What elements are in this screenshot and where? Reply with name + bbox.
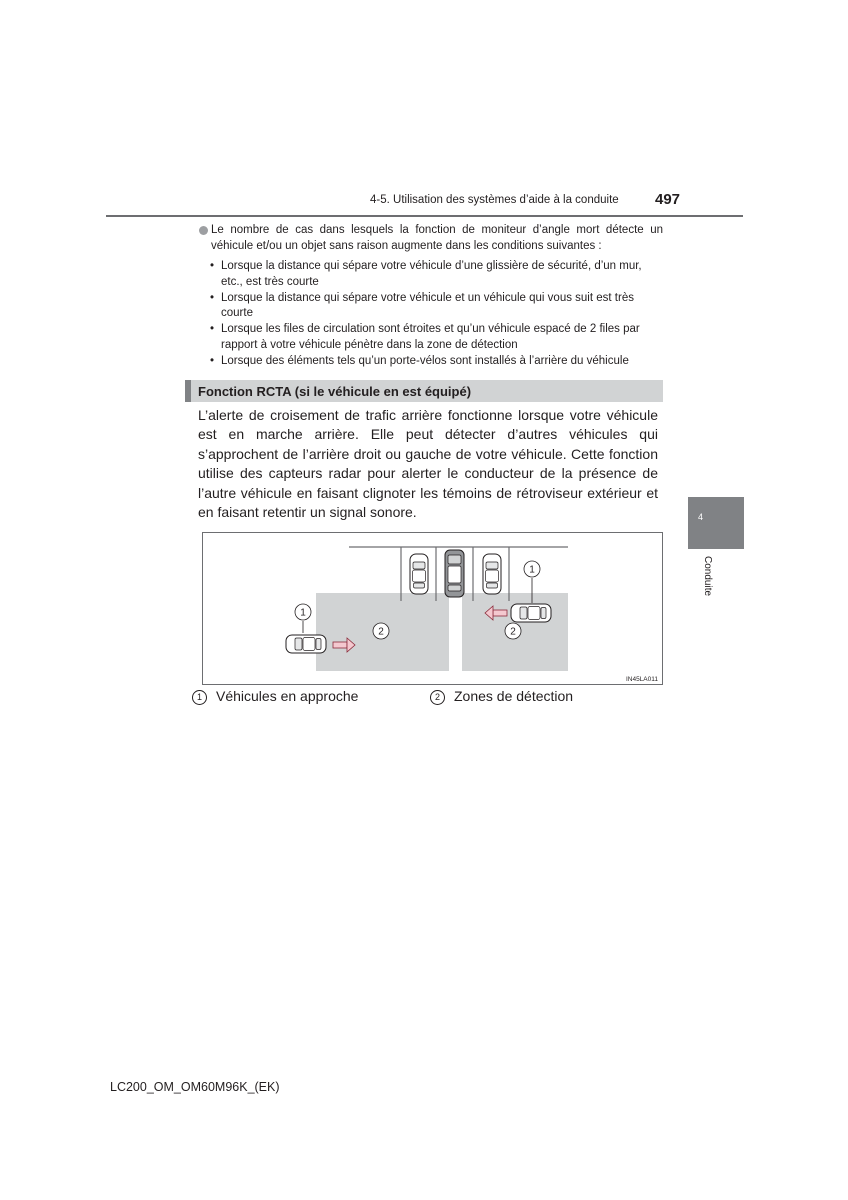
rcta-illustration (202, 532, 663, 685)
chapter-tab (688, 497, 744, 549)
list-item-text: Lorsque des éléments tels qu’un porte-vélos sont installés à l’arrière du véhicule (221, 354, 629, 367)
section-title: Fonction RCTA (si le véhicule en est équipé) (198, 384, 472, 399)
bullet-mark: • (210, 323, 215, 335)
bullet-mark: • (210, 260, 215, 272)
approaching-car-left (286, 635, 326, 653)
list-item (210, 291, 663, 322)
list-item (210, 322, 663, 353)
svg-text:2: 2 (378, 626, 384, 638)
section-body: L’alerte de croisement de trafic arrière fonctionne lorsque votre véhicule est en marche arrière. Elle peut détecter d’autres véhicules qui s’approchent de l’arrière droit ou gauche de votre véhicule. Cette fonction utilise des capteurs radar pour alerter le conducteur de la présence de l’autre véhicule en faisant clignoter les témoins de rétroviseur extérieur et en faisant retentir un signal sonore. (198, 407, 658, 521)
caption-text: Véhicules en approche (216, 688, 359, 704)
parked-car (410, 554, 428, 594)
conditions-intro-text: Le nombre de cas dans lesquels la fonction de moniteur d’angle mort détecte un véhicule et/ou un objet sans raison augmente dans les conditions suivantes : (211, 224, 663, 252)
section-header: 4-5. Utilisation des systèmes d’aide à la conduite (370, 194, 619, 206)
parking-diagram (203, 533, 664, 686)
header-rule (106, 215, 743, 217)
caption-detection-zones (430, 688, 573, 705)
figure-code: IN45LA011 (625, 676, 658, 683)
bullet-mark: • (210, 291, 215, 304)
list-item-text: Lorsque la distance qui sépare votre véhicule et un véhicule qui vous suit est très courte (221, 291, 634, 319)
conditions-intro (199, 223, 663, 254)
conditions-list (199, 259, 663, 369)
section-heading-bar (185, 380, 663, 402)
list-item (210, 354, 663, 370)
svg-text:1: 1 (529, 564, 535, 576)
list-item (210, 259, 663, 290)
svg-text:2: 2 (510, 626, 516, 638)
page-number: 497 (655, 191, 681, 208)
chapter-label: Conduite (702, 556, 713, 597)
caption-approaching-vehicles (192, 688, 358, 705)
svg-text:1: 1 (300, 607, 306, 619)
list-item-text: Lorsque la distance qui sépare votre véhicule d’une glissière de sécurité, d’un mur, etc., est très courte (221, 260, 642, 288)
caption-text: Zones de détection (454, 688, 574, 704)
own-vehicle (445, 550, 464, 597)
list-item-text: Lorsque les files de circulation sont étroites et qu’un véhicule espacé de 2 files par rapport à votre véhicule pénètre dans la zone de détection (221, 323, 640, 351)
document-code: LC200_OM_OM60M96K_(EK) (110, 1080, 280, 1094)
caption-number: 2 (430, 690, 445, 705)
caption-number: 1 (192, 690, 207, 705)
bullet-mark: • (210, 354, 215, 367)
circle-bullet-icon (199, 226, 208, 235)
heading-accent (185, 380, 191, 402)
parked-car (483, 554, 501, 594)
conditions-block (199, 223, 663, 370)
chapter-number: 4 (698, 512, 704, 522)
approaching-car-right (511, 604, 551, 622)
